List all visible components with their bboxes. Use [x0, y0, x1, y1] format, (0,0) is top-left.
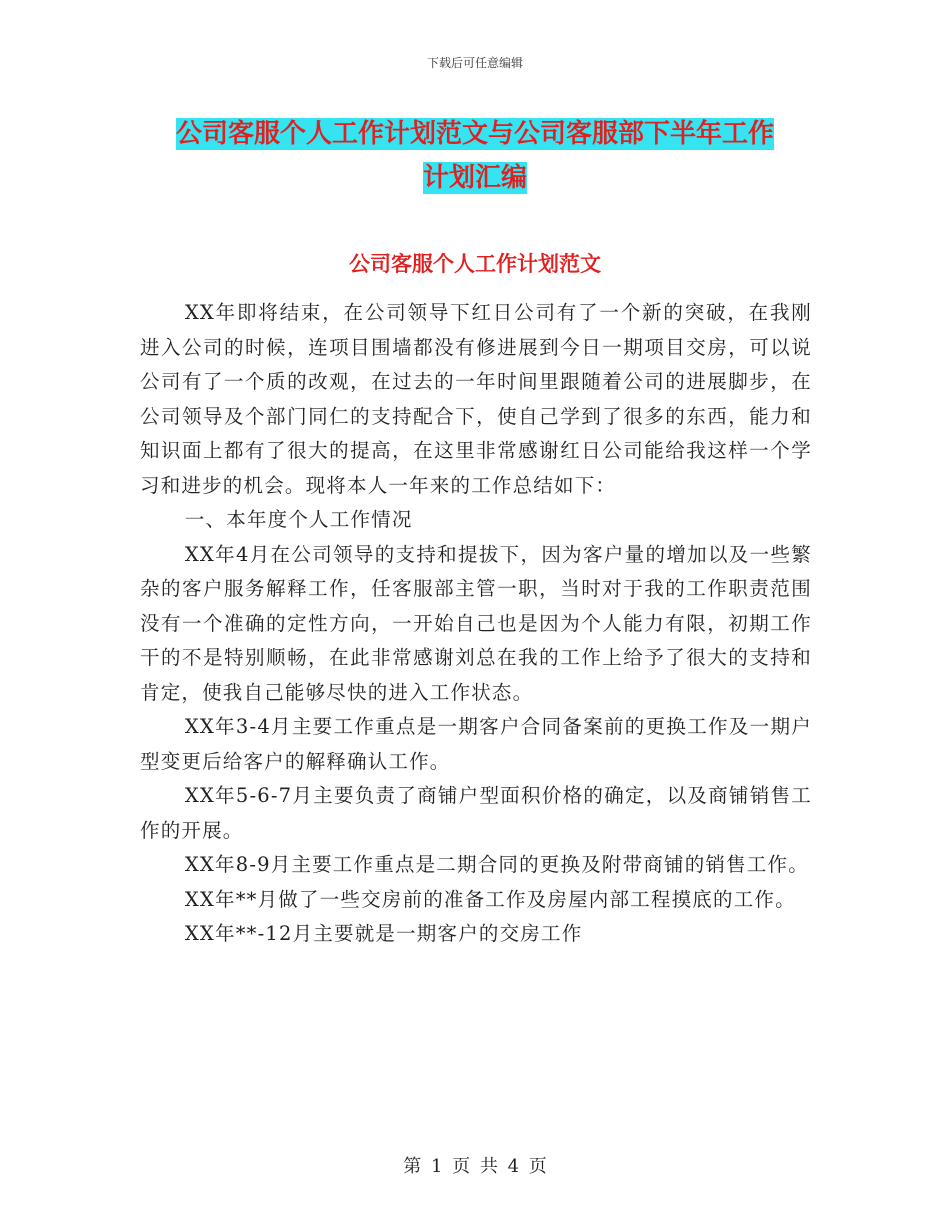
document-title-line-2: 计划汇编	[422, 163, 527, 193]
paragraph: XX年**-12月主要就是一期客户的交房工作	[184, 922, 583, 945]
header-note: 下载后可任意编辑	[426, 56, 523, 70]
document-title	[140, 112, 810, 200]
page-footer: 第 1 页 共 4 页	[403, 1156, 547, 1177]
paragraph: XX年8-9月主要工作重点是二期合同的更换及附带商铺的销售工作。	[184, 853, 809, 876]
paragraph: XX年3-4月主要工作重点是一期客户合同备案前的更换工作及一期户型变更后给客户的解释确认工作。	[140, 715, 812, 773]
section-title: 公司客服个人工作计划范文	[349, 252, 601, 276]
paragraph-heading-1: 一、本年度个人工作情况	[184, 508, 413, 531]
paragraph-intro: XX年即将结束，在公司领导下红日公司有了一个新的突破，在我刚进入公司的时候，连项目围墙都没有修进展到今日一期项目交房，可以说公司有了一个质的改观，在过去的一年时间里跟随着公司的进展脚步，在公司领导及个部门同仁的支持配合下，使自己学到了很多的东西，能力和知识面上都有了很大的提高，在这里非常感谢红日公司能给我这样一个学习和进步的机会。现将本人一年来的工作总结如下：	[140, 301, 812, 497]
paragraph: XX年5-6-7月主要负责了商铺户型面积价格的确定，以及商铺销售工作的开展。	[140, 784, 812, 842]
paragraph: XX年**月做了一些交房前的准备工作及房屋内部工程摸底的工作。	[184, 887, 796, 911]
document-body	[140, 296, 812, 952]
paragraph: XX年4月在公司领导的支持和提拔下，因为客户量的增加以及一些繁杂的客户服务解释工作，任客服部主管一职，当时对于我的工作职责范围没有一个准确的定性方向，一开始自己也是因为个人能力有限，初期工作干的不是特别顺畅，在此非常感谢刘总在我的工作上给予了很大的支持和肯定，使我自己能够尽快的进入工作状态。	[140, 542, 812, 704]
document-title-line-1: 公司客服个人工作计划范文与公司客服部下半年工作	[175, 119, 774, 149]
